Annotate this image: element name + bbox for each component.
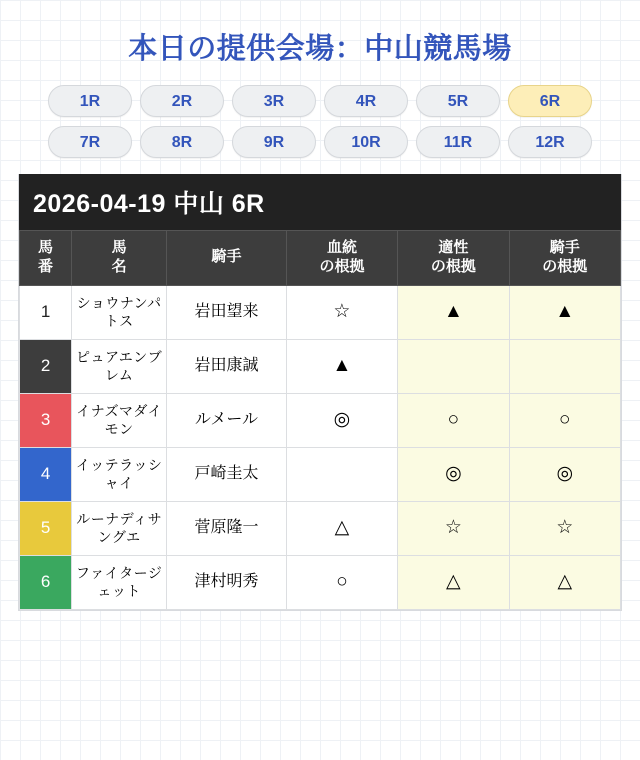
aptitude-mark: ◎ [398, 447, 509, 501]
column-header-line2: の根拠 [430, 257, 476, 275]
race-button-9r[interactable]: 9R [232, 126, 316, 158]
column-header-line1: 騎手 [211, 248, 242, 266]
blood-mark: △ [286, 501, 397, 555]
horse-name: イナズマダイモン [72, 393, 167, 447]
column-header-0 [20, 231, 72, 286]
blood-mark [286, 447, 397, 501]
jockey-mark: ▲ [509, 285, 620, 339]
table-row [20, 555, 621, 609]
jockey-name: 菅原隆一 [167, 501, 287, 555]
column-header-5 [509, 231, 620, 286]
column-header-line2: 番 [38, 257, 54, 275]
horse-number: 3 [20, 393, 72, 447]
table-header-row [20, 231, 621, 286]
horse-table [19, 230, 621, 610]
race-button-12r[interactable]: 12R [508, 126, 592, 158]
aptitude-mark [398, 339, 509, 393]
blood-mark: ◎ [286, 393, 397, 447]
table-row [20, 285, 621, 339]
table-row [20, 339, 621, 393]
column-header-4 [398, 231, 509, 286]
jockey-mark: ☆ [509, 501, 620, 555]
page-title: 本日の提供会場：中山競馬場 [128, 33, 512, 65]
horse-number: 5 [20, 501, 72, 555]
horse-name: ピュアエンブレム [72, 339, 167, 393]
horse-number: 1 [20, 285, 72, 339]
table-row [20, 501, 621, 555]
jockey-name: 岩田康誠 [167, 339, 287, 393]
jockey-mark [509, 339, 620, 393]
column-header-3 [286, 231, 397, 286]
race-button-5r[interactable]: 5R [416, 85, 500, 117]
race-panel [18, 174, 622, 611]
column-header-line1: 血統 [326, 239, 357, 256]
column-header-line1: 適性 [438, 239, 469, 256]
race-button-7r[interactable]: 7R [48, 126, 132, 158]
race-button-6r[interactable]: 6R [508, 85, 592, 117]
table-row [20, 393, 621, 447]
table-body [20, 285, 621, 609]
jockey-name: 津村明秀 [167, 555, 287, 609]
table-row [20, 447, 621, 501]
horse-name: ショウナンパトス [72, 285, 167, 339]
jockey-name: ルメール [167, 393, 287, 447]
aptitude-mark: ☆ [398, 501, 509, 555]
column-header-line1: 馬 [38, 239, 54, 256]
aptitude-mark: △ [398, 555, 509, 609]
horse-number: 2 [20, 339, 72, 393]
race-button-2r[interactable]: 2R [140, 85, 224, 117]
jockey-name: 戸崎圭太 [167, 447, 287, 501]
race-button-8r[interactable]: 8R [140, 126, 224, 158]
aptitude-mark: ○ [398, 393, 509, 447]
column-header-line1: 馬 [111, 239, 127, 256]
race-panel-title: 2026-04-19 中山 6R [19, 174, 621, 230]
race-button-1r[interactable]: 1R [48, 85, 132, 117]
horse-name: ルーナディサングエ [72, 501, 167, 555]
column-header-line2: 名 [111, 257, 127, 275]
race-button-10r[interactable]: 10R [324, 126, 408, 158]
blood-mark: ○ [286, 555, 397, 609]
column-header-line1: 騎手 [549, 239, 580, 256]
race-button-group [0, 85, 640, 158]
jockey-mark: ○ [509, 393, 620, 447]
blood-mark: ▲ [286, 339, 397, 393]
race-button-4r[interactable]: 4R [324, 85, 408, 117]
race-button-11r[interactable]: 11R [416, 126, 500, 158]
race-button-3r[interactable]: 3R [232, 85, 316, 117]
jockey-mark: △ [509, 555, 620, 609]
table-head [20, 231, 621, 286]
jockey-name: 岩田望来 [167, 285, 287, 339]
column-header-line2: の根拠 [319, 257, 365, 275]
blood-mark: ☆ [286, 285, 397, 339]
horse-number: 6 [20, 555, 72, 609]
horse-name: イッテラッシャイ [72, 447, 167, 501]
column-header-2 [167, 231, 287, 286]
column-header-1 [72, 231, 167, 286]
horse-name: ファイタージェット [72, 555, 167, 609]
column-header-line2: の根拠 [542, 257, 588, 275]
jockey-mark: ◎ [509, 447, 620, 501]
horse-number: 4 [20, 447, 72, 501]
aptitude-mark: ▲ [398, 285, 509, 339]
